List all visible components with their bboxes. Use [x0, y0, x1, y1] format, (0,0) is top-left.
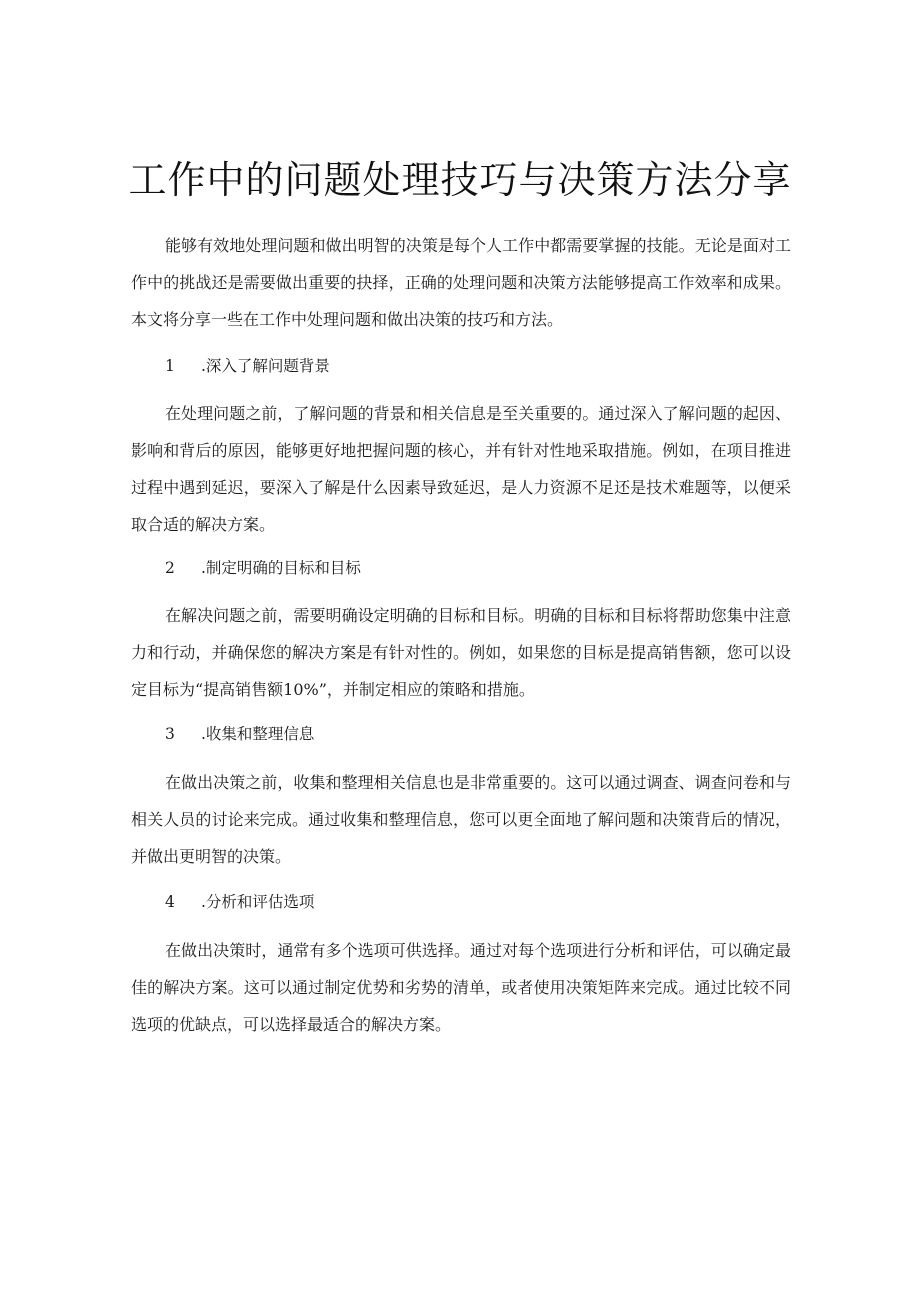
section-heading-3 [165, 722, 314, 746]
section-heading-4 [165, 890, 314, 914]
section-title: .制定明确的目标和目标 [201, 559, 361, 577]
section-heading-1 [165, 354, 330, 378]
section-title: .深入了解问题背景 [201, 357, 330, 375]
section-title: .收集和整理信息 [201, 725, 315, 743]
section-heading-2 [165, 556, 361, 580]
section-title: .分析和评估选项 [201, 893, 315, 911]
section-paragraph-4: 在做出决策时，通常有多个选项可供选择。通过对每个选项进行分析和评估，可以确定最佳的解决方案。这可以通过制定优势和劣势的清单，或者使用决策矩阵来完成。通过比较不同选项的优缺点，可以选择最适合的解决方案。 [131, 941, 791, 1034]
section-paragraph-1: 在处理问题之前，了解问题的背景和相关信息是至关重要的。通过深入了解问题的起因、影响和背后的原因，能够更好地把握问题的核心，并有针对性地采取措施。例如，在项目推进过程中遇到延迟，要深入了解是什么因素导致延迟，是人力资源不足还是技术难题等，以便采取合适的解决方案。 [131, 404, 791, 534]
document-title: 工作中的问题处理技巧与决策方法分享 [128, 158, 792, 202]
section-number: 2 [165, 559, 175, 577]
section-number: 4 [165, 893, 175, 911]
section-paragraph-2: 在解决问题之前，需要明确设定明确的目标和目标。明确的目标和目标将帮助您集中注意力和行动，并确保您的解决方案是有针对性的。例如，如果您的目标是提高销售额，您可以设定目标为“提高销售额10%”，并制定相应的策略和措施。 [131, 606, 791, 699]
section-paragraph-3: 在做出决策之前，收集和整理相关信息也是非常重要的。这可以通过调查、调查问卷和与相关人员的讨论来完成。通过收集和整理信息，您可以更全面地了解问题和决策背后的情况，并做出更明智的决策。 [131, 773, 791, 866]
intro-paragraph: 能够有效地处理问题和做出明智的决策是每个人工作中都需要掌握的技能。无论是面对工作中的挑战还是需要做出重要的抉择，正确的处理问题和决策方法能够提高工作效率和成果。本文将分享一些在工作中处理问题和做出决策的技巧和方法。 [131, 236, 791, 329]
section-number: 3 [165, 725, 175, 743]
section-number: 1 [165, 357, 175, 375]
